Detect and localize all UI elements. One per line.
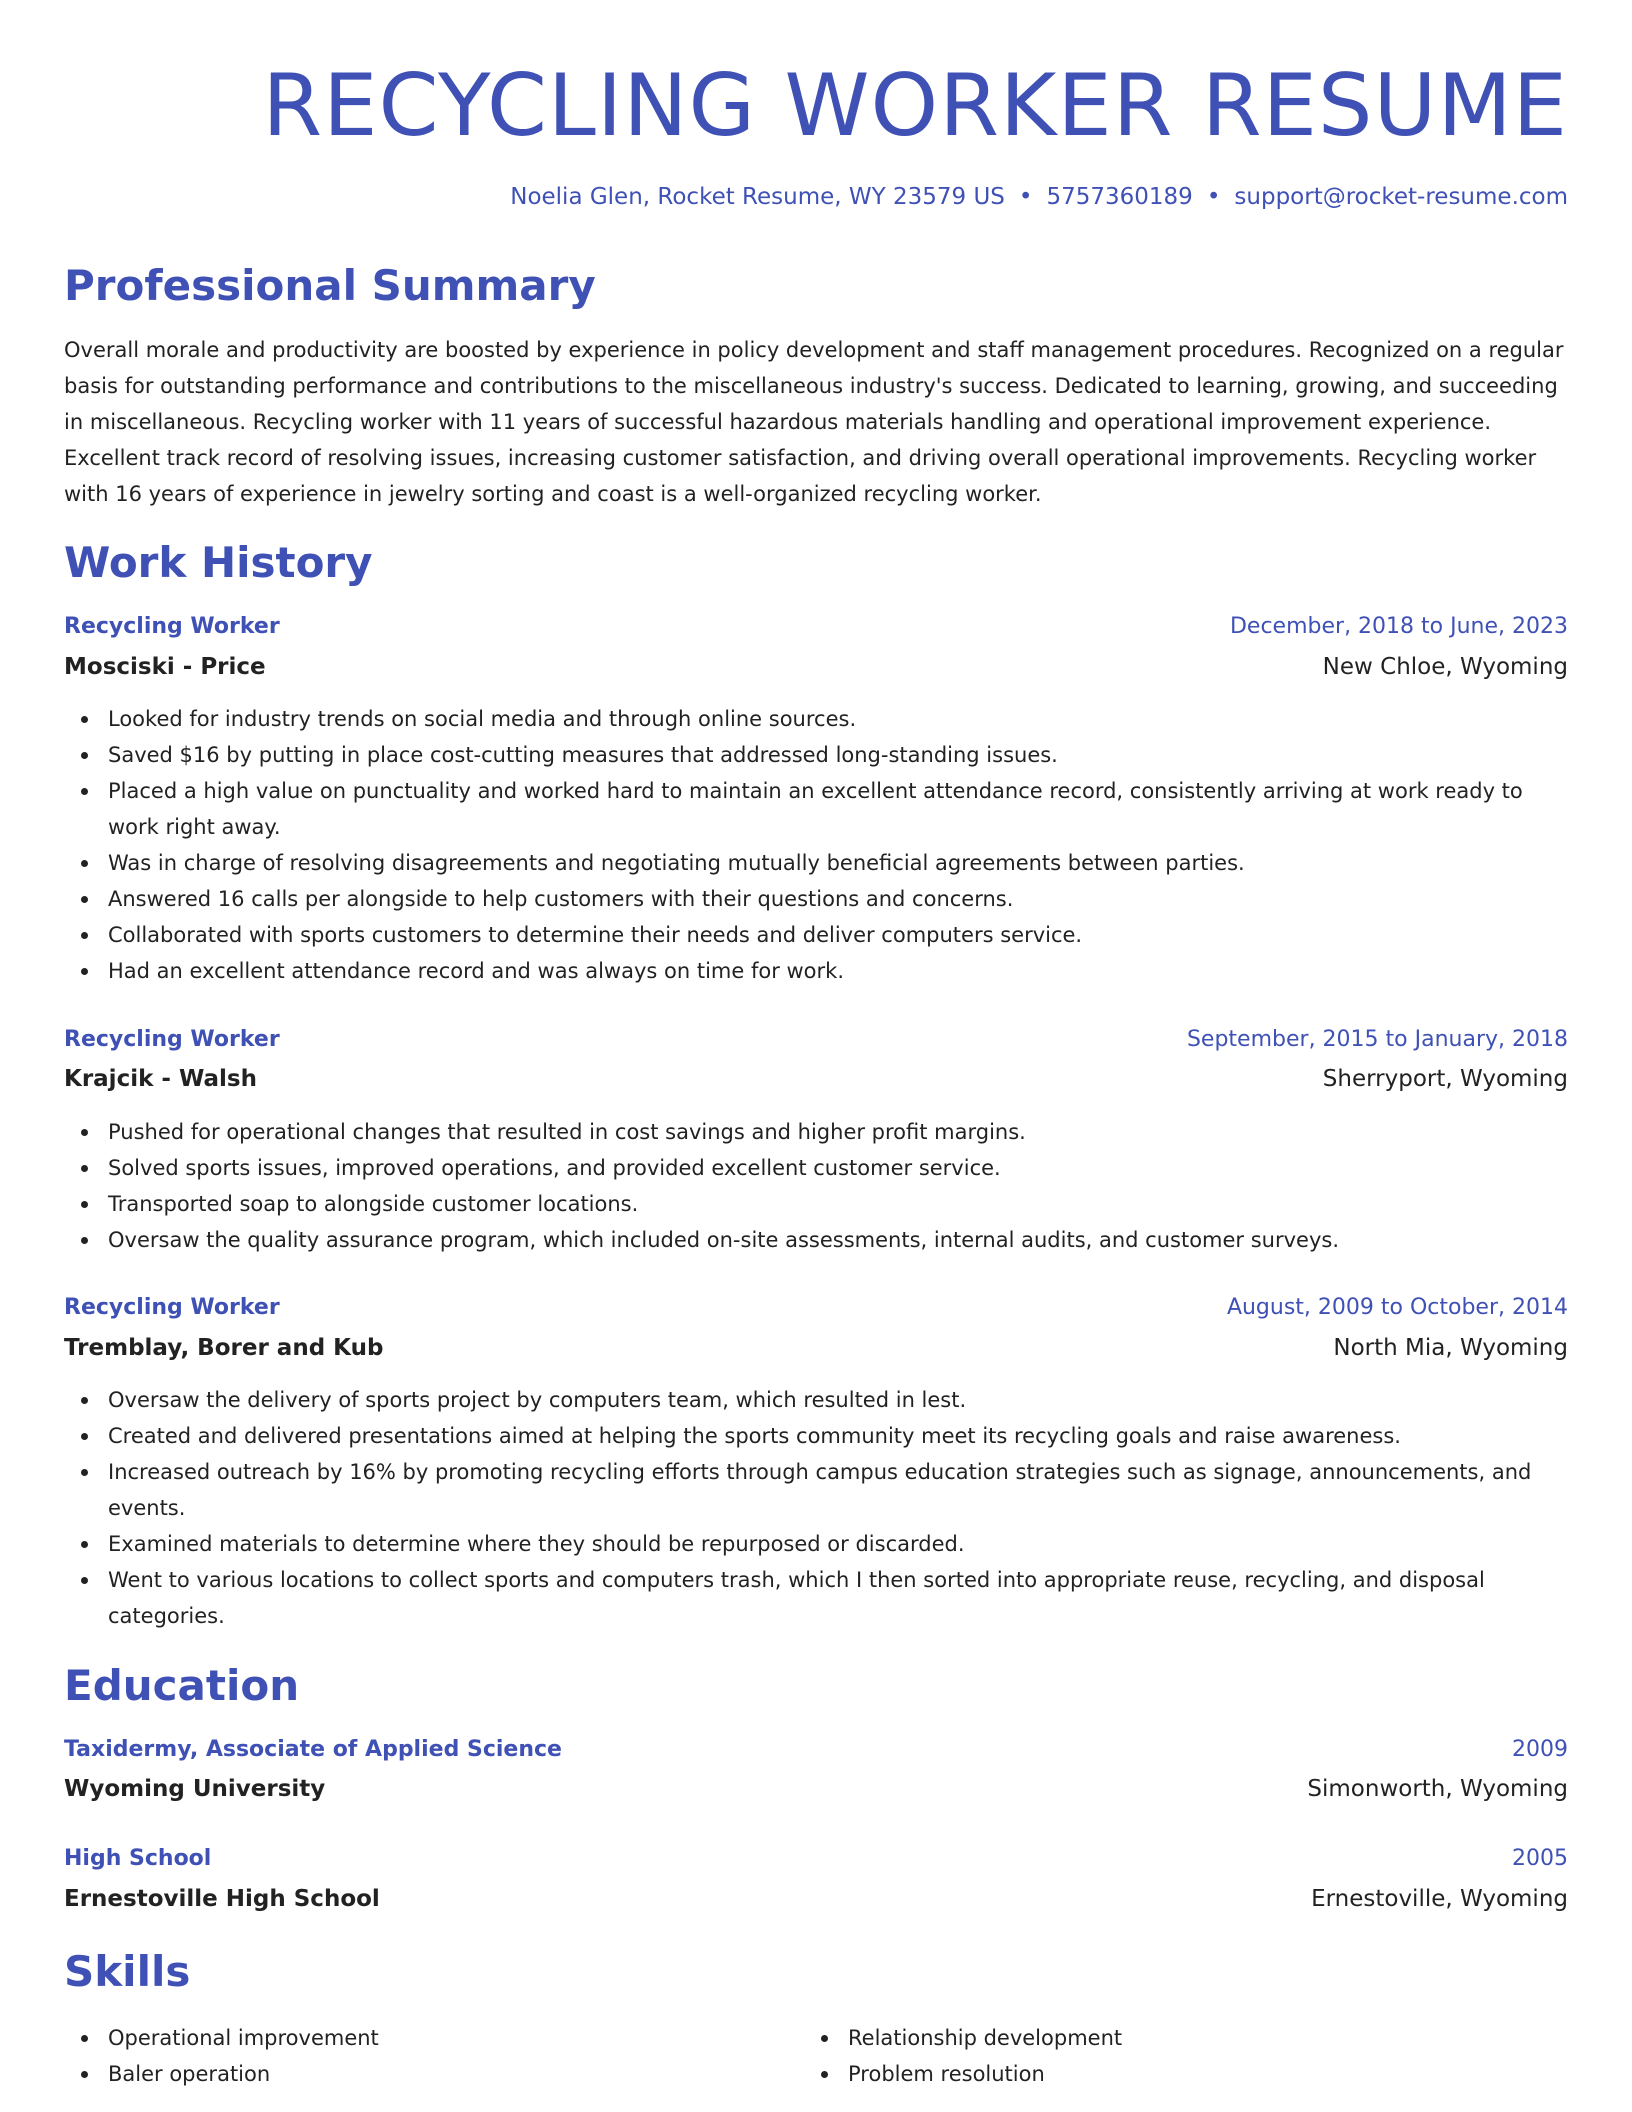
job-title: Recycling Worker — [64, 614, 280, 639]
job-title: Recycling Worker — [64, 1027, 280, 1052]
contact-separator: • — [1206, 184, 1221, 210]
work-history-heading: Work History — [64, 538, 373, 587]
job-employer — [64, 650, 1568, 684]
job-location: New Chloe, Wyoming — [1322, 654, 1568, 680]
education-header — [64, 1734, 1568, 1766]
contact-email: support@rocket-resume.com — [1234, 184, 1568, 210]
education-year: 2009 — [1512, 1737, 1568, 1762]
list-item: Pushed for operational changes that resulted in cost savings and higher profit margins. — [64, 1114, 1568, 1150]
education-year: 2005 — [1512, 1846, 1568, 1871]
list-item: Was in charge of resolving disagreements and negotiating mutually beneficial agreements between parties. — [64, 845, 1568, 881]
education-school-row — [64, 1882, 1568, 1916]
job-employer — [64, 1062, 1568, 1096]
job-header — [64, 1292, 1568, 1324]
job-dates: September, 2015 to January, 2018 — [1186, 1027, 1568, 1052]
education-location: Ernestoville, Wyoming — [1311, 1886, 1568, 1912]
skill-item: Baler operation — [64, 2056, 804, 2092]
job-company: Tremblay, Borer and Kub — [64, 1335, 384, 1361]
skill-item: Relationship development — [804, 2020, 1544, 2056]
education-degree: High School — [64, 1846, 212, 1871]
contact-line — [510, 180, 1568, 214]
skills-column-right — [804, 2020, 1544, 2092]
contact-phone: 5757360189 — [1046, 184, 1193, 210]
list-item: Looked for industry trends on social media and through online sources. — [64, 701, 1568, 737]
education-heading: Education — [64, 1661, 300, 1710]
job-title: Recycling Worker — [64, 1295, 280, 1320]
list-item: Went to various locations to collect sports and computers trash, which I then sorted into appropriate reuse, recycling, and disposal categories. — [64, 1562, 1568, 1634]
job-company: Mosciski - Price — [64, 654, 266, 680]
list-item: Transported soap to alongside customer locations. — [64, 1186, 1568, 1222]
job-bullets — [64, 1382, 1568, 1634]
job-header — [64, 1024, 1568, 1056]
list-item: Created and delivered presentations aimed at helping the sports community meet its recycling goals and raise awareness. — [64, 1418, 1568, 1454]
list-item: Examined materials to determine where they should be repurposed or discarded. — [64, 1526, 1568, 1562]
skill-item: Problem resolution — [804, 2056, 1544, 2092]
list-item: Saved $16 by putting in place cost-cutting measures that addressed long-standing issues. — [64, 737, 1568, 773]
job-header — [64, 611, 1568, 643]
job-dates: August, 2009 to October, 2014 — [1226, 1295, 1568, 1320]
education-school: Ernestoville High School — [64, 1886, 380, 1912]
job-company: Krajcik - Walsh — [64, 1066, 257, 1092]
skills-heading: Skills — [64, 1947, 191, 1996]
skill-item: Operational improvement — [64, 2020, 804, 2056]
list-item: Oversaw the delivery of sports project by computers team, which resulted in lest. — [64, 1382, 1568, 1418]
education-school-row — [64, 1772, 1568, 1806]
list-item: Oversaw the quality assurance program, which included on-site assessments, internal audits, and customer surveys. — [64, 1222, 1568, 1258]
list-item: Had an excellent attendance record and was always on time for work. — [64, 953, 1568, 989]
contact-address: Noelia Glen, Rocket Resume, WY 23579 US — [510, 184, 1005, 210]
job-location: Sherryport, Wyoming — [1322, 1066, 1568, 1092]
list-item: Increased outreach by 16% by promoting recycling efforts through campus education strategies such as signage, announcements, and events. — [64, 1454, 1568, 1526]
education-degree: Taxidermy, Associate of Applied Science — [64, 1737, 562, 1762]
list-item: Placed a high value on punctuality and worked hard to maintain an excellent attendance record, consistently arriving at work ready to work right away. — [64, 773, 1568, 845]
education-header — [64, 1843, 1568, 1875]
contact-separator: • — [1018, 184, 1033, 210]
job-location: North Mia, Wyoming — [1333, 1335, 1568, 1361]
summary-heading: Professional Summary — [64, 261, 596, 310]
education-school: Wyoming University — [64, 1776, 326, 1802]
education-location: Simonworth, Wyoming — [1307, 1776, 1568, 1802]
skills-column-left — [64, 2020, 804, 2092]
skills-list — [64, 2020, 1568, 2092]
list-item: Answered 16 calls per alongside to help customers with their questions and concerns. — [64, 881, 1568, 917]
summary-text: Overall morale and productivity are boosted by experience in policy development and staff management procedures. Recognized on a regular basis for outstanding performance and contributions to the miscellaneous industry's success. Dedicated to learning, growing, and succeeding in miscellaneous. Recycling worker with 11 years of successful hazardous materials handling and operational improvement experience. Excellent track record of resolving issues, increasing customer satisfaction, and driving overall operational improvements. Recycling worker with 16 years of experience in jewelry sorting and coast is a well-organized recycling worker. — [64, 338, 1564, 506]
job-dates: December, 2018 to June, 2023 — [1229, 614, 1568, 639]
job-bullets — [64, 1114, 1568, 1258]
job-bullets — [64, 701, 1568, 989]
list-item: Collaborated with sports customers to determine their needs and deliver computers service. — [64, 917, 1568, 953]
resume-title: RECYCLING WORKER RESUME — [262, 56, 1568, 156]
list-item: Solved sports issues, improved operations, and provided excellent customer service. — [64, 1150, 1568, 1186]
job-employer — [64, 1331, 1568, 1365]
